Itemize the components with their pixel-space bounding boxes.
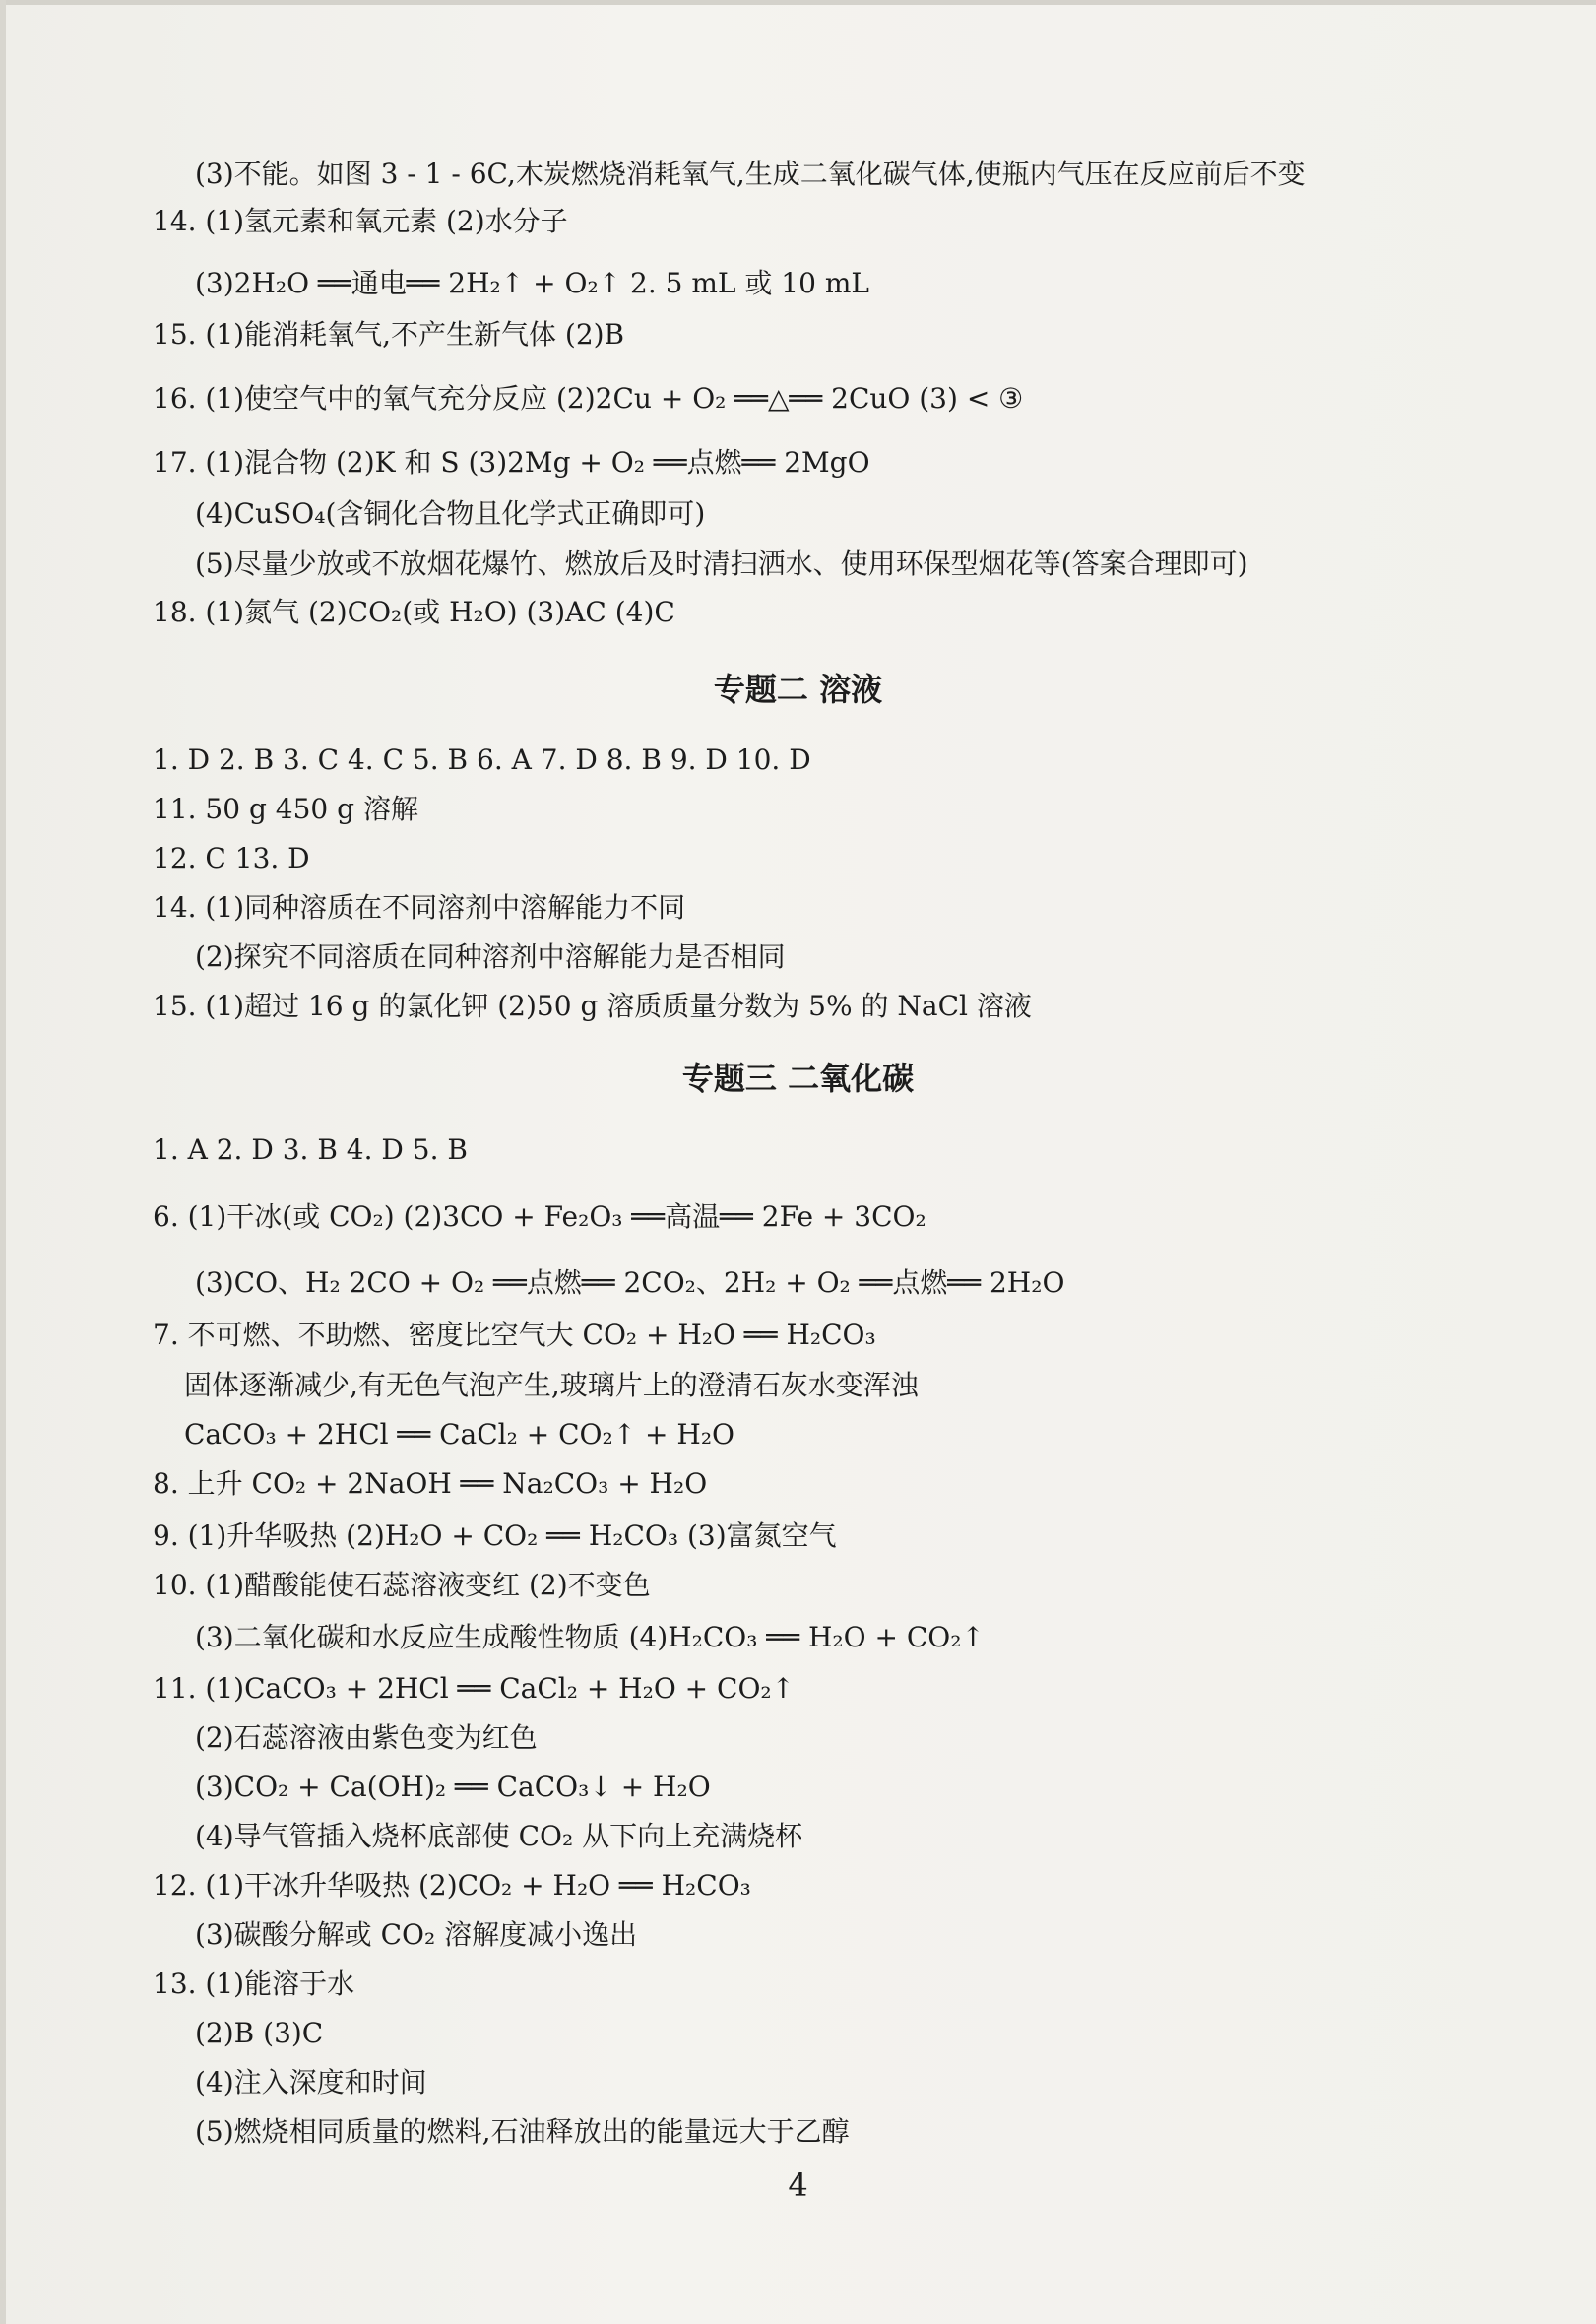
text-line: 6. (1)干冰(或 CO₂) (2)3CO + Fe₂O₃ ══高温══ 2Fe + 3CO₂ [153, 1200, 926, 1233]
text-line: (3)CO₂ + Ca(OH)₂ ══ CaCO₃↓ + H₂O [195, 1771, 711, 1803]
text-line: (2)探究不同溶质在同种溶剂中溶解能力是否相同 [195, 940, 786, 973]
text-line: 10. (1)醋酸能使石蕊溶液变红 (2)不变色 [153, 1569, 651, 1601]
text-line: 12. (1)干冰升华吸热 (2)CO₂ + H₂O ══ H₂CO₃ [153, 1869, 751, 1902]
text-line: 16. (1)使空气中的氧气充分反应 (2)2Cu + O₂ ══△══ 2CuO (3) < ③ [153, 382, 1024, 415]
section-title: 专题三 二氧化碳 [681, 1060, 915, 1097]
text-line: 13. (1)能溶于水 [153, 1968, 355, 2000]
text-line: CaCO₃ + 2HCl ══ CaCl₂ + CO₂↑ + H₂O [184, 1418, 735, 1451]
text-line: 8. 上升 CO₂ + 2NaOH ══ Na₂CO₃ + H₂O [153, 1467, 708, 1500]
text-line: (4)导气管插入烧杯底部使 CO₂ 从下向上充满烧杯 [195, 1820, 803, 1852]
text-line: (3)2H₂O ══通电══ 2H₂↑ + O₂↑ 2. 5 mL 或 10 mL [195, 267, 869, 299]
text-line: 11. 50 g 450 g 溶解 [153, 793, 418, 825]
text-line: 9. (1)升华吸热 (2)H₂O + CO₂ ══ H₂CO₃ (3)富氮空气 [153, 1519, 837, 1552]
page-left-edge [0, 0, 6, 2324]
page-number: 4 [788, 2166, 808, 2204]
text-line: 1. D 2. B 3. C 4. C 5. B 6. A 7. D 8. B 9. D 10. D [153, 743, 811, 776]
text-line: 18. (1)氮气 (2)CO₂(或 H₂O) (3)AC (4)C [153, 596, 675, 628]
text-line: (5)尽量少放或不放烟花爆竹、燃放后及时清扫洒水、使用环保型烟花等(答案合理即可) [195, 548, 1248, 580]
text-line: 17. (1)混合物 (2)K 和 S (3)2Mg + O₂ ══点燃══ 2MgO [153, 446, 870, 479]
text-line: (2)B (3)C [195, 2017, 324, 2049]
text-line: 7. 不可燃、不助燃、密度比空气大 CO₂ + H₂O ══ H₂CO₃ [153, 1319, 876, 1351]
text-line: (5)燃烧相同质量的燃料,石油释放出的能量远大于乙醇 [195, 2115, 850, 2148]
text-line: 12. C 13. D [153, 842, 310, 874]
text-line: 15. (1)超过 16 g 的氯化钾 (2)50 g 溶质质量分数为 5% 的 NaCl 溶液 [153, 990, 1032, 1022]
text-line: 11. (1)CaCO₃ + 2HCl ══ CaCl₂ + H₂O + CO₂↑ [153, 1672, 796, 1705]
text-line: (3)碳酸分解或 CO₂ 溶解度减小逸出 [195, 1918, 638, 1951]
section-title: 专题二 溶液 [713, 671, 883, 708]
page-top-edge [0, 0, 1596, 5]
text-line: (4)注入深度和时间 [195, 2066, 427, 2098]
text-line: (2)石蕊溶液由紫色变为红色 [195, 1721, 538, 1754]
text-line: (4)CuSO₄(含铜化合物且化学式正确即可) [195, 497, 706, 530]
text-line: (3)二氧化碳和水反应生成酸性物质 (4)H₂CO₃ ══ H₂O + CO₂↑ [195, 1621, 985, 1653]
text-line: 14. (1)氢元素和氧元素 (2)水分子 [153, 205, 568, 237]
text-line: 固体逐渐减少,有无色气泡产生,玻璃片上的澄清石灰水变浑浊 [184, 1369, 919, 1401]
text-line: 15. (1)能消耗氧气,不产生新气体 (2)B [153, 318, 625, 351]
text-line: (3)不能。如图 3 - 1 - 6C,木炭燃烧消耗氧气,生成二氧化碳气体,使瓶内气压在反应前后不变 [195, 158, 1306, 190]
text-line: (3)CO、H₂ 2CO + O₂ ══点燃══ 2CO₂、2H₂ + O₂ ══点燃══ 2H₂O [195, 1266, 1065, 1299]
text-line: 1. A 2. D 3. B 4. D 5. B [153, 1133, 468, 1166]
text-line: 14. (1)同种溶质在不同溶剂中溶解能力不同 [153, 891, 686, 924]
